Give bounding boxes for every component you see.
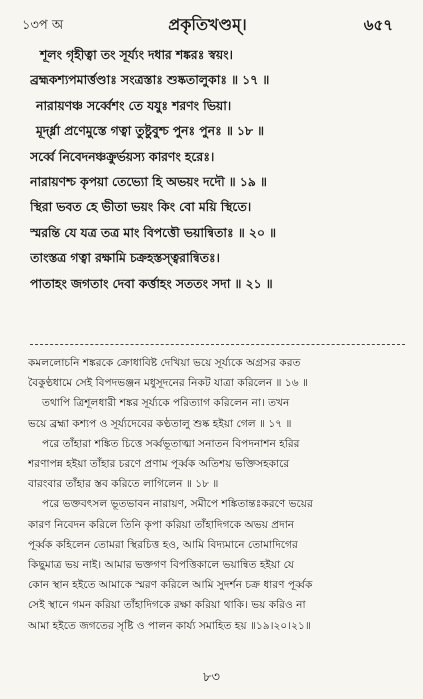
verse-line: নারায়ণশ্চ কৃপয়া তেভ্যো হি অভয়ং দদৌ ॥ ১৯ ॥ <box>30 174 267 190</box>
commentary-line: পরে ভক্তবৎসল ভূতভাবন নারায়ণ, সমীপে শঙ্কিতান্তঃকরণে ভয়ের <box>42 498 313 511</box>
verse-line: স্মরন্তি যে যত্র তত্র মাং বিপত্তৌ ভয়ান্বিতাঃ ॥ ২০ ॥ <box>30 224 276 240</box>
verse-line: ব্রহ্মকশ্যপমার্ত্তণ্ডাঃ সংত্রস্তাঃ শুষ্কতালুকাঃ ॥ ১৭ ॥ <box>30 72 270 88</box>
verse-line: সর্ব্বে নিবেদনঞ্চক্রুর্ভয়স্য কারণং হরেঃ। <box>30 148 215 164</box>
verse-line: পাতাহং জগতাং দেবা কর্ত্তাহং সততং সদা ॥ ২১ ॥ <box>30 275 273 291</box>
commentary-line: পূর্ব্বক কহিলেন তোমরা স্থিরচিত্ত হও, আমি বিদ্যমানে তোমাদিগের <box>28 538 298 551</box>
verse-line: মূর্দ্ধ্না প্রণেমুস্তে গত্বা তুষ্টুবুশ্চ পুনঃ পুনঃ ॥ ১৮ ॥ <box>36 123 264 139</box>
commentary-line: বারংবার তাঁহার স্তব করিতে লাগিলেন ॥ ১৮ ॥ <box>28 478 219 491</box>
bengali-commentary <box>28 353 413 636</box>
verse-line: নারায়ণঞ্চ সর্ব্বেশং তে যযুঃ শরণং ভিয়া। <box>36 97 232 113</box>
commentary-line: শরণাপন্ন হইয়া তাঁহার চরণে প্রণাম পূর্ব্বক অতিশয় ভক্তিসহকারে <box>28 458 290 471</box>
page-number: ৮৩ <box>203 670 220 685</box>
page-folio: ৬৫৭ <box>363 16 393 34</box>
commentary-line: কমললোচনি শঙ্করকে ক্রোধাবিষ্ট দেখিয়া ভয়ে সূর্য্যকে অগ্রসর করত <box>28 357 301 369</box>
commentary-line: সেই স্থানে গমন করিয়া তাঁহাদিগকে রক্ষা করিয়া থাকি। ভয় করিও না <box>28 599 306 612</box>
section-divider <box>30 344 405 345</box>
verse-line: তাংস্তত্র গত্বা রক্ষামি চক্রহস্তস্ত্বরান্বিতঃ। <box>30 250 220 266</box>
verse-line: শূলং গৃহীত্বা তং সূর্য্যং দধার শঙ্করঃ স্বয়ং। <box>40 47 233 62</box>
commentary-line: কিছুমাত্র ভয় নাই। আমার ভক্তগণ বিপত্তিকালে ভয়ান্বিত হইয়া যে <box>28 559 294 572</box>
chapter-label: ১৩প অ <box>22 18 64 33</box>
book-title: প্রকৃতিখণ্ডম্। <box>168 15 247 34</box>
commentary-line: কোন স্থান হইতে আমাকে স্মরণ করিলে আমি সুদর্শন চক্র ধারণ পূর্ব্বক <box>28 579 313 592</box>
commentary-line: তথাপি ত্রিশূলধারী শঙ্কর সূর্য্যকে পরিত্যাগ করিলেন না। তখন <box>42 397 290 410</box>
commentary-line: পরে তাঁহারা শঙ্কিত চিত্তে সর্ব্বভূতাত্মা সনাতন বিপদনাশন হরির <box>42 437 300 450</box>
commentary-line: ভয়ে ব্রহ্মা কশ্যপ ও সূর্য্যদেবের কণ্ঠতালু শুষ্ক হইয়া গেল ॥ ১৭ ॥ <box>28 417 292 430</box>
verse-line: স্থিরা ভবত হে ভীতা ভয়ং কিং বো ময়ি স্থিতে। <box>30 199 252 215</box>
commentary-line: বৈকুণ্ঠধামে সেই বিপদভঞ্জন মধুসূদনের নিকট যাত্রা করিলেন ॥ ১৬ ॥ <box>28 377 308 390</box>
commentary-line: আমা হইতে জগতের সৃষ্টি ও পালন কার্য্য সমাহিত হয় ॥১৯।২০।২১॥ <box>28 619 311 632</box>
page-header <box>22 10 393 36</box>
sanskrit-verses <box>30 42 413 296</box>
commentary-line: কারণ নিবেদন করিলে তিনি কৃপা করিয়া তাঁহাদিগকে অভয় প্রদান <box>28 518 295 531</box>
